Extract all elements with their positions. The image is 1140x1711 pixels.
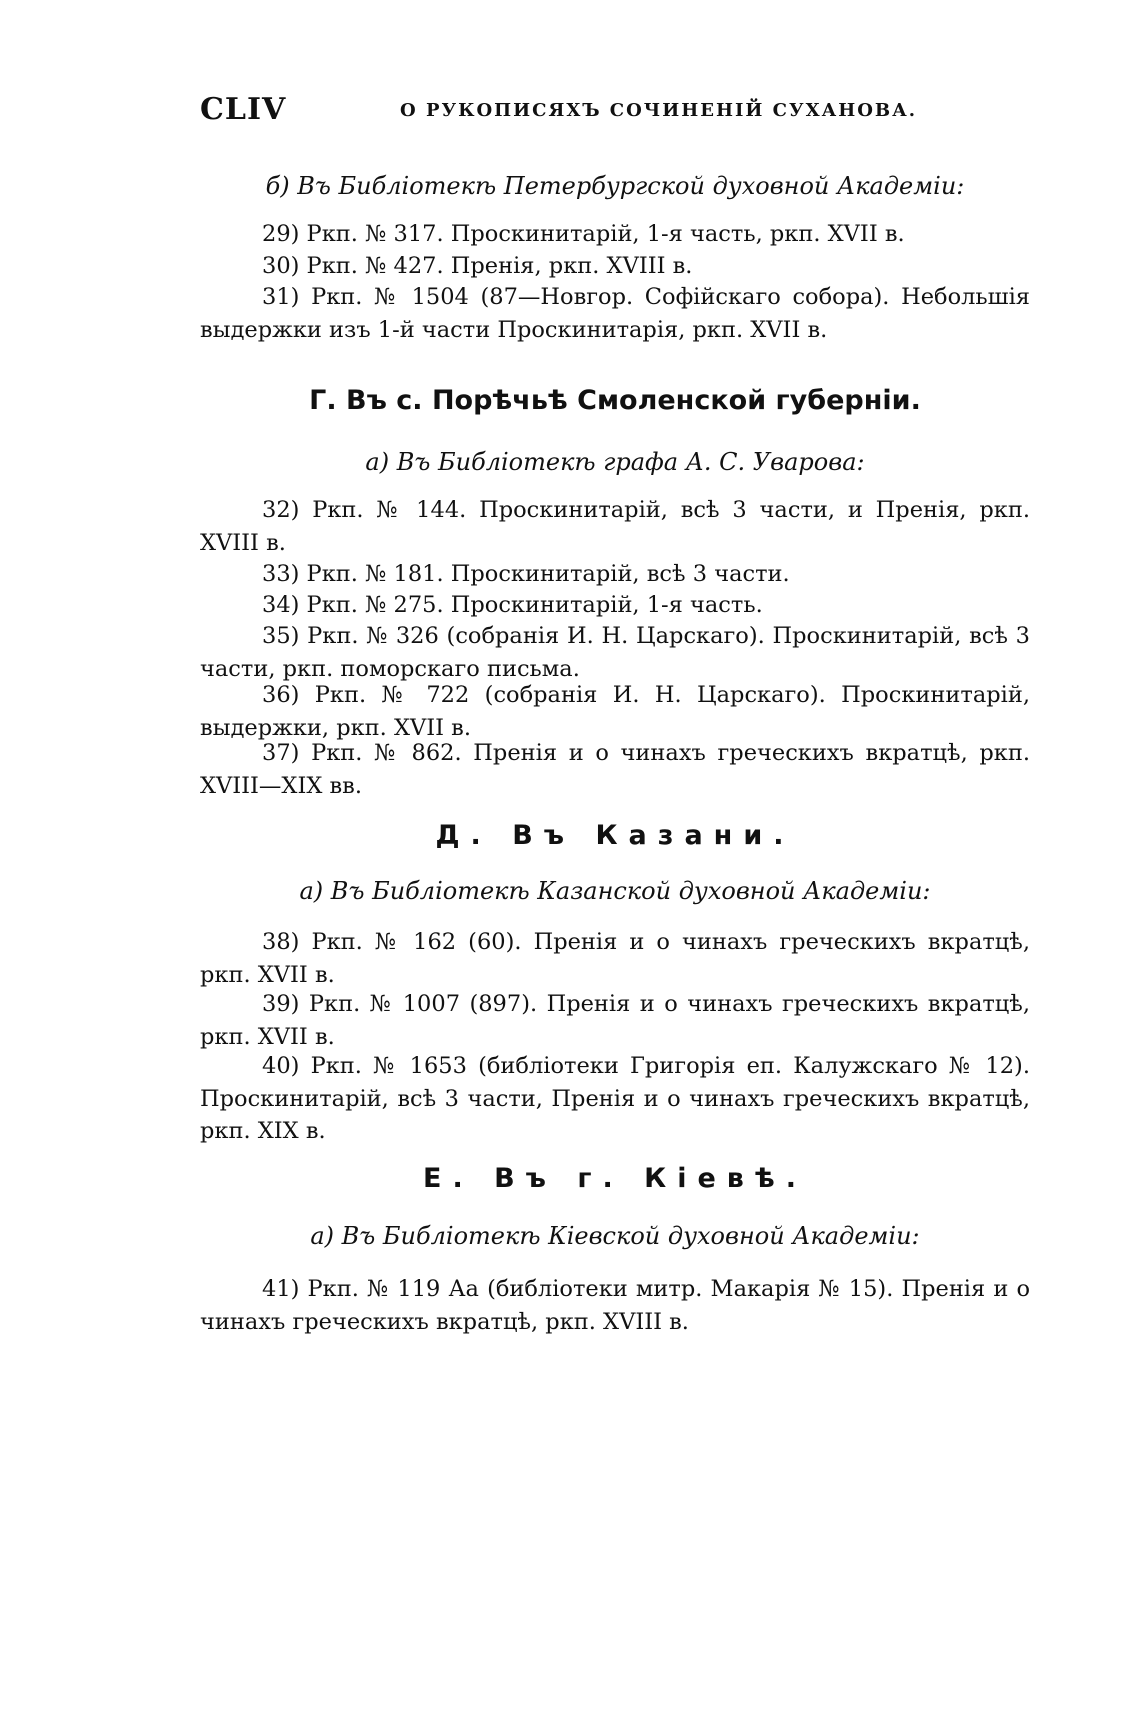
entry-37: 37) Ркп. № 862. Пренія и о чинахъ греческихъ вкратцѣ, ркп. XVIII—XIX вв.: [200, 740, 1030, 799]
entry-30: 30) Ркп. № 427. Пренія, ркп. XVIII в.: [262, 253, 693, 279]
entry-31: 31) Ркп. № 1504 (87—Новгор. Софійскаго собора). Небольшія выдержки изъ 1-й части Проскинитарія, ркп. XVII в.: [200, 284, 1030, 343]
subsection-uvarov-library: а) Въ Библіотекѣ графа А. С. Уварова:: [365, 448, 865, 476]
entry-39: 39) Ркп. № 1007 (897). Пренія и о чинахъ греческихъ вкратцѣ, ркп. XVII в.: [200, 991, 1030, 1050]
entry-35: 35) Ркп. № 326 (собранія И. Н. Царскаго). Проскинитарій, всѣ 3 части, ркп. поморскаго письма.: [200, 623, 1030, 682]
page-header: [200, 92, 1030, 132]
subsection-petersburg-academy: б) Въ Библіотекѣ Петербургской духовной Академіи:: [265, 172, 965, 200]
entry-40: 40) Ркп. № 1653 (библіотеки Григорія еп. Калужскаго № 12). Проскинитарій, всѣ 3 части, Пренія и о чинахъ греческихъ вкратцѣ, ркп. XIX в.: [200, 1053, 1030, 1144]
subsection-kazan-academy: а) Въ Библіотекѣ Казанской духовной Академіи:: [299, 877, 931, 905]
subsection-kiev-academy: а) Въ Библіотекѣ Кіевской духовной Академіи:: [310, 1222, 920, 1250]
entry-29: 29) Ркп. № 317. Проскинитарій, 1-я часть, ркп. XVII в.: [262, 221, 905, 247]
section-kiev: Е. Въ г. Кіевѣ.: [423, 1163, 807, 1194]
entry-36: 36) Ркп. № 722 (собранія И. Н. Царскаго). Проскинитарій, выдержки, ркп. XVII в.: [200, 682, 1030, 741]
running-title: О РУКОПИСЯХЪ СОЧИНЕНІЙ СУХАНОВА.: [400, 100, 918, 121]
section-kazan: Д. Въ Казани.: [435, 820, 795, 851]
page-number: CLIV: [200, 92, 287, 127]
entry-34: 34) Ркп. № 275. Проскинитарій, 1-я часть.: [262, 592, 763, 618]
entry-41: 41) Ркп. № 119 Аа (библіотеки митр. Макарія № 15). Пренія и о чинахъ греческихъ вкратцѣ, ркп. XVIII в.: [200, 1276, 1030, 1335]
section-porechye: Г. Въ с. Порѣчьѣ Смоленской губерніи.: [309, 385, 921, 416]
entry-32: 32) Ркп. № 144. Проскинитарій, всѣ 3 части, и Пренія, ркп. XVIII в.: [200, 497, 1030, 556]
entry-38: 38) Ркп. № 162 (60). Пренія и о чинахъ греческихъ вкратцѣ, ркп. XVII в.: [200, 929, 1030, 988]
entry-33: 33) Ркп. № 181. Проскинитарій, всѣ 3 части.: [262, 561, 790, 587]
